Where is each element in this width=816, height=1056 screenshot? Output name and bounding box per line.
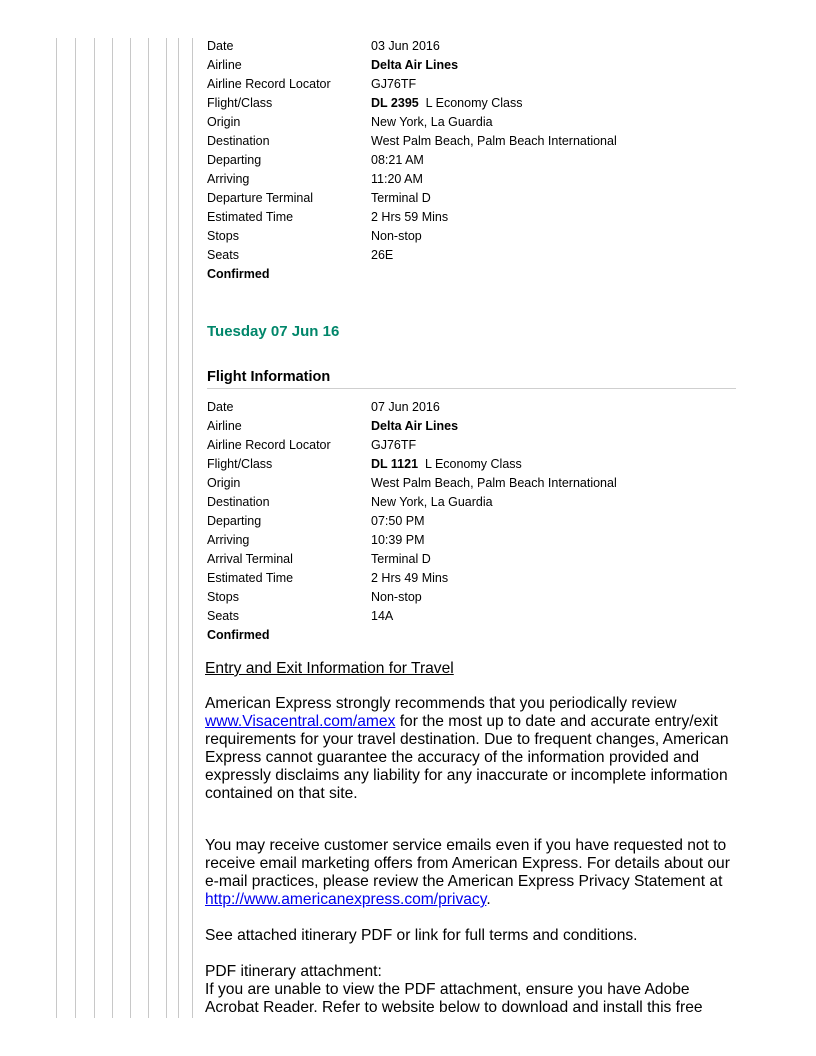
pdf-heading: PDF itinerary attachment: <box>205 963 382 980</box>
detail-row: Origin West Palm Beach, Palm Beach International <box>207 476 617 490</box>
detail-row: Airline Delta Air Lines <box>207 58 459 72</box>
detail-row: Flight/Class DL 1121 L Economy Class <box>207 457 522 471</box>
day-heading: Tuesday 07 Jun 16 <box>207 323 340 340</box>
flight-details-return <box>207 398 737 645</box>
detail-row: Departing 07:50 PM <box>207 514 425 528</box>
margin-line <box>130 38 131 1018</box>
margin-line <box>56 38 57 1018</box>
privacy-paragraph: You may receive customer service emails even if you have requested not to receive email marketing offers from American Express. For details about our e-mail practices, please review the American Express Privacy Statement at http://www.americanexpress.com/privacy. <box>205 837 730 908</box>
detail-row: Origin New York, La Guardia <box>207 115 493 129</box>
detail-row: Departure Terminal Terminal D <box>207 191 431 205</box>
visacentral-link[interactable]: www.Visacentral.com/amex <box>205 713 396 730</box>
detail-row: Arriving 10:39 PM <box>207 533 425 547</box>
margin-line <box>148 38 149 1018</box>
detail-row: Airline Record Locator GJ76TF <box>207 438 417 452</box>
margin-line <box>178 38 179 1018</box>
entry-exit-heading: Entry and Exit Information for Travel <box>205 660 454 677</box>
pdf-section <box>205 963 745 1017</box>
detail-row: Airline Record Locator GJ76TF <box>207 77 417 91</box>
booking-status: Confirmed <box>207 628 270 642</box>
detail-row: Arrival Terminal Terminal D <box>207 552 431 566</box>
pdf-text: If you are unable to view the PDF attachment, ensure you have Adobe Acrobat Reader. Refer to website below to download and install this free <box>205 981 703 1016</box>
detail-row: Stops Non-stop <box>207 590 422 604</box>
detail-row: Arriving 11:20 AM <box>207 172 423 186</box>
detail-row: Departing 08:21 AM <box>207 153 424 167</box>
detail-row: Date 03 Jun 2016 <box>207 39 440 53</box>
margin-line <box>75 38 76 1018</box>
terms-paragraph: See attached itinerary PDF or link for full terms and conditions. <box>205 927 638 944</box>
detail-row: Destination New York, La Guardia <box>207 495 493 509</box>
detail-row: Airline Delta Air Lines <box>207 419 459 433</box>
detail-row: Seats 26E <box>207 248 394 262</box>
flight-number: DL 1121 <box>371 457 419 471</box>
privacy-link[interactable]: http://www.americanexpress.com/privacy <box>205 891 487 908</box>
flight-details-outbound <box>207 37 737 284</box>
margin-line <box>166 38 167 1018</box>
section-title: Flight Information <box>207 367 736 389</box>
detail-row: Flight/Class DL 2395 L Economy Class <box>207 96 523 110</box>
detail-row: Estimated Time 2 Hrs 59 Mins <box>207 210 449 224</box>
entry-exit-paragraph: American Express strongly recommends that you periodically review www.Visacentral.com/amex for the most up to date and accurate entry/exit requirements for your travel destination. Due to frequent changes, American Express cannot guarantee the accuracy of the information provided and expressly disclaims any liability for any inaccurate or incomplete information contained on that site. <box>205 695 729 802</box>
flight-number: DL 2395 <box>371 96 419 110</box>
booking-status: Confirmed <box>207 267 270 281</box>
detail-row: Date 07 Jun 2016 <box>207 400 440 414</box>
detail-row: Destination West Palm Beach, Palm Beach International <box>207 134 617 148</box>
detail-row: Estimated Time 2 Hrs 49 Mins <box>207 571 449 585</box>
flight-class: L Economy Class <box>425 96 523 110</box>
margin-line <box>94 38 95 1018</box>
detail-row: Stops Non-stop <box>207 229 422 243</box>
detail-row: Seats 14A <box>207 609 394 623</box>
flight-class: L Economy Class <box>424 457 522 471</box>
margin-line <box>112 38 113 1018</box>
margin-line <box>192 38 193 1018</box>
